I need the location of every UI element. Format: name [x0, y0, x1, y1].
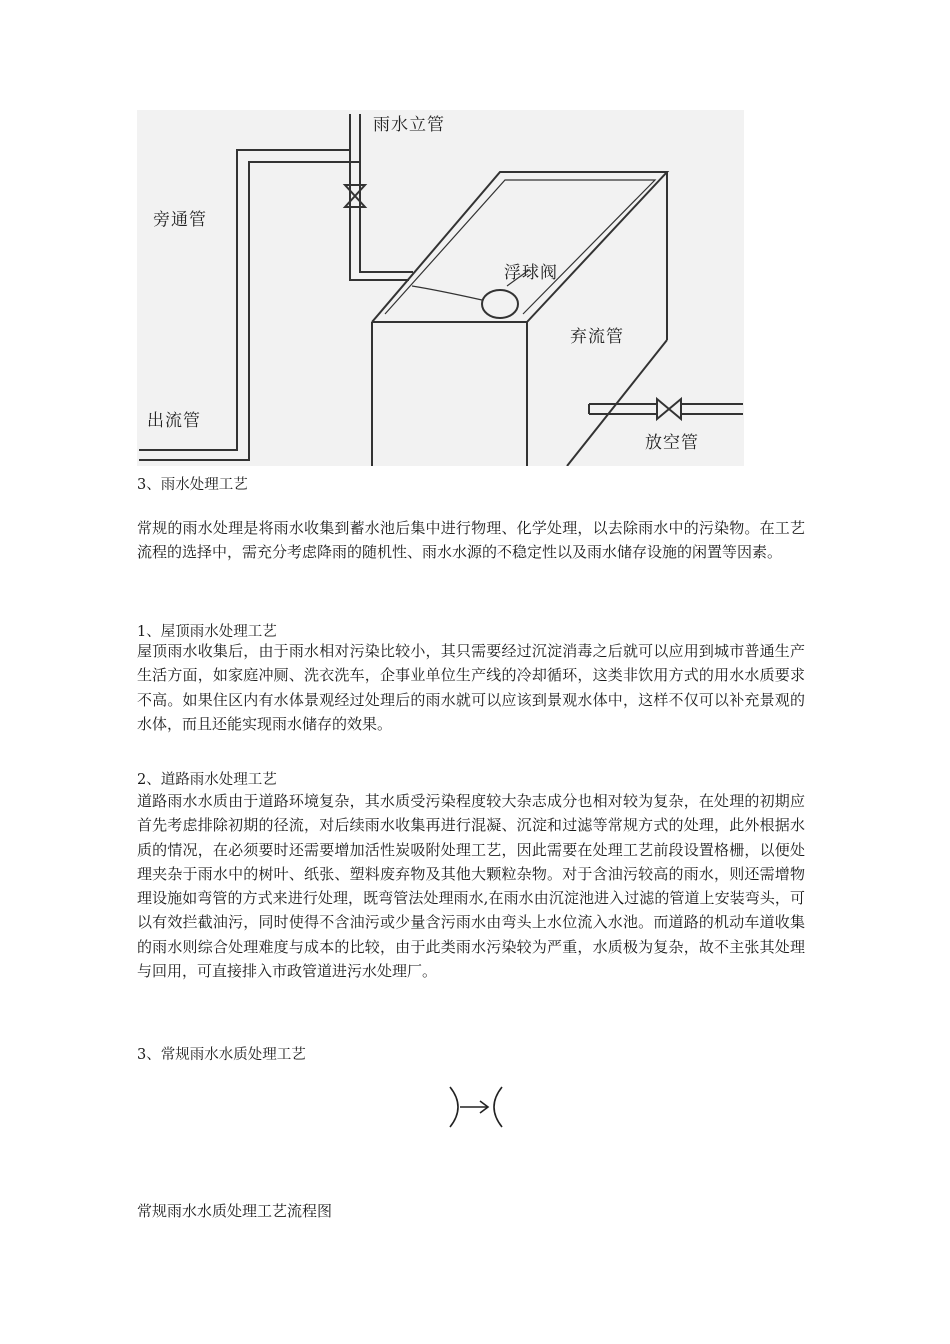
road-paragraph: 道路雨水水质由于道路环境复杂，其水质受污染程度较大杂志成分也相对较为复杂，在处理的初期应首先考虑排除初期的径流，对后续雨水收集再进行混凝、沉淀和过滤等常规方式的处理，此外根据水质的情况，在必须要时还需要增加活性炭吸附处理工艺，因此需要在处理工艺前段设置格栅，以便处理夹杂于雨水中的树叶、纸张、塑料废弃物及其他大颗粒杂物。对于含油污较高的雨水，则还需增物理设施如弯管的方式来进行处理，既弯管法处理雨水,在雨水由沉淀池进入过滤的管道上安装弯头，可以有效拦截油污，同时使得不含油污或少量含污雨水由弯头上水位流入水池。而道路的机动车道收集的雨水则综合处理难度与成本的比较，由于此类雨水污染较为严重，水质极为复杂，故不主张其处理与回用，可直接排入市政管道进污水处理厂。 [137, 792, 805, 981]
bypass-label: 旁通管 [153, 210, 207, 230]
float-valve-label: 浮球阀 [504, 263, 558, 283]
intro-paragraph: 常规的雨水处理是将雨水收集到蓄水池后集中进行物理、化学处理，以去除雨水中的污染物。在工艺流程的选择中，需充分考虑降雨的随机性、雨水水源的不稳定性以及雨水储存设施的闲置等因素。 [137, 519, 805, 562]
rainwater-tank-diagram [137, 110, 744, 466]
flow-caption: 常规雨水水质处理工艺流程图 [137, 1202, 333, 1220]
downpipe-valve [345, 185, 365, 207]
bypass-outer [139, 150, 350, 450]
flow-connector-icon [440, 1085, 510, 1129]
downpipe-label: 雨水立管 [373, 115, 445, 135]
conventional-heading: 3、常规雨水水质处理工艺 [137, 1047, 306, 1063]
road-heading: 2、道路雨水处理工艺 [137, 772, 277, 788]
tank-schematic [137, 110, 744, 466]
vent-valve [657, 399, 681, 419]
float-link [412, 286, 482, 300]
downpipe-right-wall [360, 114, 413, 272]
roof-paragraph: 屋顶雨水收集后，由于雨水相对污染比较小，其只需要经过沉淀消毒之后就可以应用到城市普通生产生活方面，如家庭冲厕、洗衣洗车，企事业单位生产线的冷却循环，这类非饮用方式的用水水质要求不高。如果住区内有水体景观经过处理后的雨水就可以应该到景观水体中，这样不仅可以补充景观的水体，而且还能实现雨水储存的效果。 [137, 642, 805, 733]
outflow-label: 出流管 [147, 411, 201, 431]
float-ball [482, 290, 518, 318]
tank-top-inner [385, 180, 655, 314]
discard-pipe-label: 弃流管 [570, 327, 624, 347]
section-heading-process: 3、雨水处理工艺 [137, 477, 248, 493]
tank-top [372, 172, 667, 322]
downpipe-left-wall [350, 114, 409, 280]
roof-heading: 1、屋顶雨水处理工艺 [137, 624, 277, 640]
flow-chart-placeholder [440, 1085, 510, 1133]
vent-label: 放空管 [645, 433, 699, 453]
